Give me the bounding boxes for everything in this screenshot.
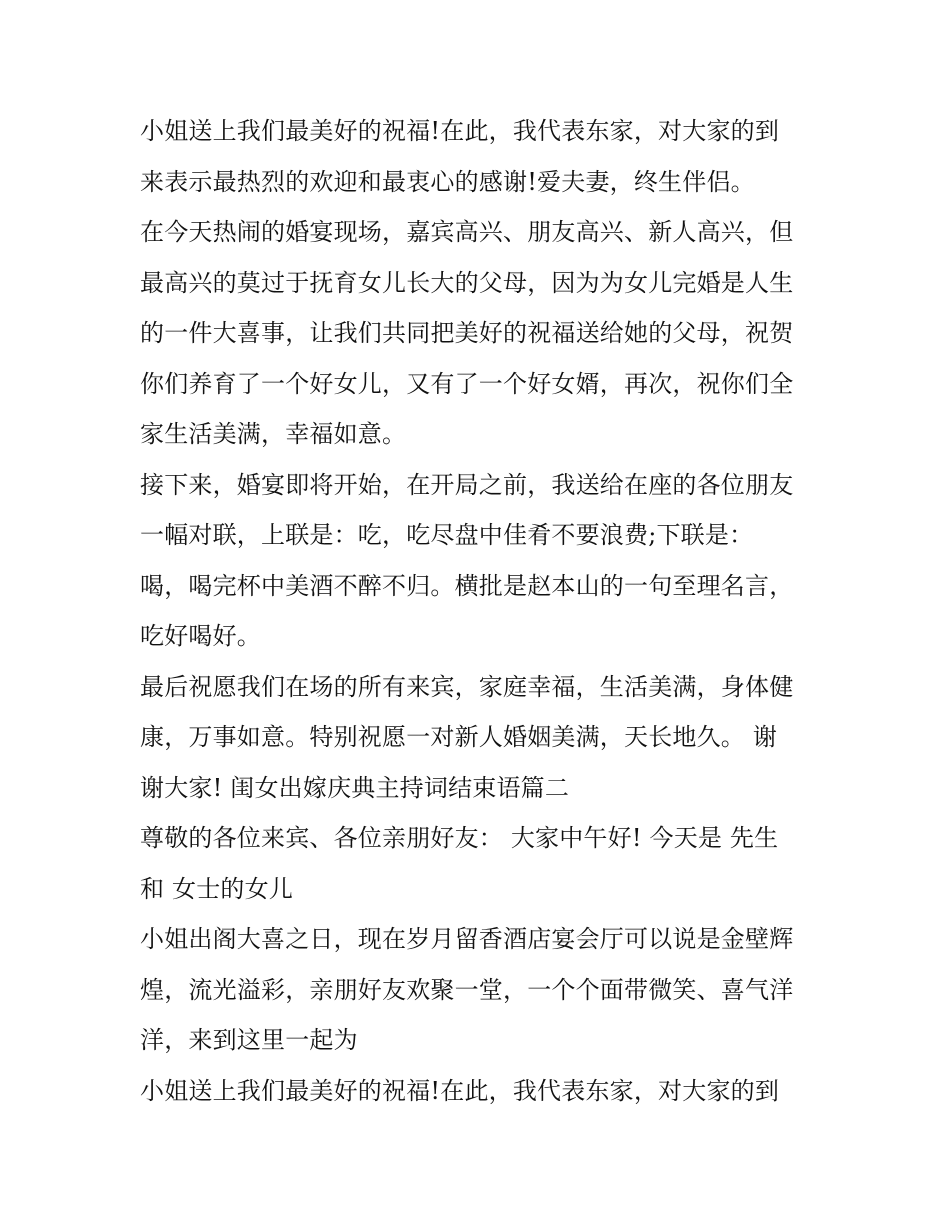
text-line: 煌，流光溢彩，亲朋好友欢聚一堂，一个个面带微笑、喜气洋	[140, 975, 794, 1004]
text-line: 小姐送上我们最美好的祝福!在此，我代表东家，对大家的到	[140, 1076, 780, 1105]
text-line: 一幅对联，上联是：吃，吃尽盘中佳肴不要浪费;下联是：	[140, 521, 754, 549]
document-body	[140, 106, 820, 1116]
text-line: 谢大家! 闺女出嫁庆典主持词结束语篇二	[140, 773, 570, 802]
text-line: 和 女士的女儿	[140, 874, 294, 903]
text-line: 康，万事如意。特别祝愿一对新人婚姻美满，天长地久。 谢	[140, 723, 778, 751]
text-line: 接下来，婚宴即将开始，在开局之前，我送给在座的各位朋友	[140, 470, 794, 499]
text-line: 最后祝愿我们在场的所有来宾，家庭幸福，生活美满，身体健	[140, 672, 794, 701]
text-line: 吃好喝好。	[140, 622, 261, 650]
text-line: 小姐出阁大喜之日，现在岁月留香酒店宴会厅可以说是金壁辉	[140, 925, 794, 953]
text-line: 小姐送上我们最美好的祝福!在此，我代表东家，对大家的到	[140, 117, 780, 145]
text-line: 尊敬的各位来宾、各位亲朋好友： 大家中午好! 今天是 先生	[140, 824, 779, 852]
text-line: 洋，来到这里一起为	[140, 1026, 358, 1054]
text-line: 你们养育了一个好女儿，又有了一个好女婿，再次，祝你们全	[140, 369, 794, 398]
text-line: 的一件大喜事，让我们共同把美好的祝福送给她的父母，祝贺	[140, 319, 794, 347]
text-line: 喝，喝完杯中美酒不醉不归。横批是赵本山的一句至理名言，	[140, 571, 794, 600]
text-line: 最高兴的莫过于抚育女儿长大的父母，因为为女儿完婚是人生	[140, 268, 794, 297]
text-line: 家生活美满，幸福如意。	[140, 420, 407, 448]
text-line: 来表示最热烈的欢迎和最衷心的感谢!爱夫妻，终生伴侣。	[140, 167, 755, 196]
text-line: 在今天热闹的婚宴现场，嘉宾高兴、朋友高兴、新人高兴，但	[140, 218, 794, 246]
